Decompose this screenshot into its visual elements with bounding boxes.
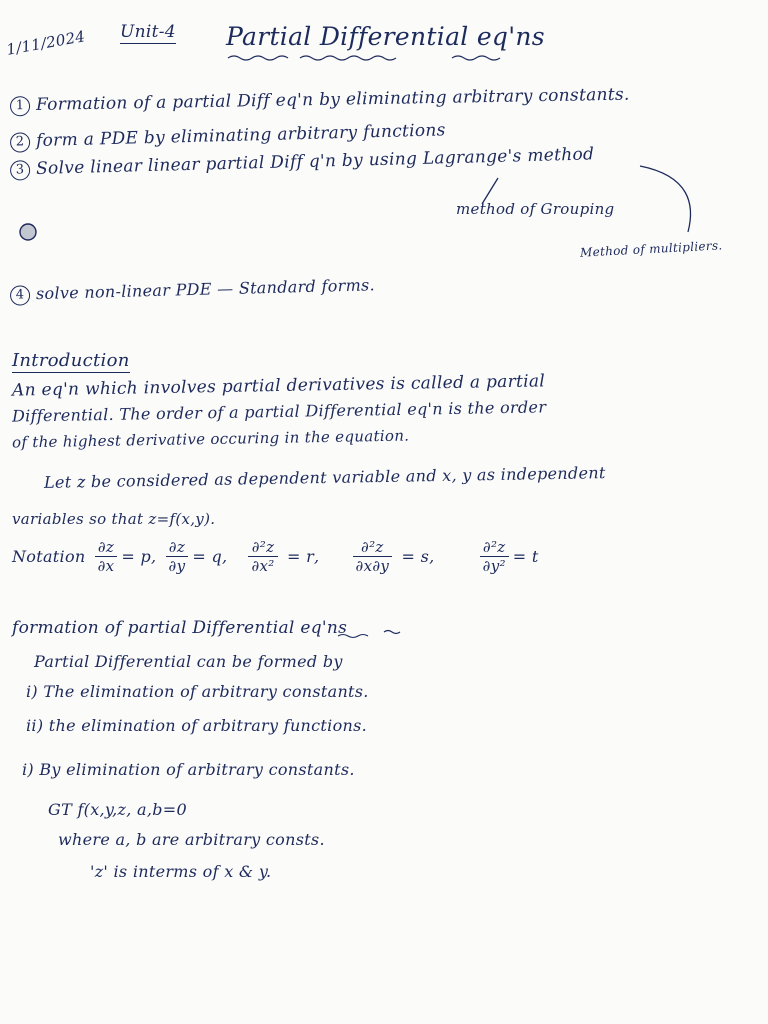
frac-s-num: ∂²z	[353, 538, 393, 557]
notation-frac-r	[248, 538, 277, 575]
notation-frac-p	[95, 538, 118, 575]
syllabus-item-1-text: Formation of a partial Diff eq'n by eliminating arbitrary constants.	[35, 84, 630, 115]
constants-line-3: 'z' is interms of x & y.	[90, 862, 272, 881]
notation-frac-t	[480, 538, 509, 575]
formation-line-2: i) The elimination of arbitrary constants.	[26, 682, 369, 701]
date: 1/11/2024	[5, 27, 87, 59]
scribbled-marker	[20, 224, 36, 240]
eq-sign-t: =	[512, 547, 532, 566]
item-number-2: 2	[10, 132, 31, 153]
constants-line-2: where a, b are arbitrary consts.	[58, 830, 325, 849]
notation-label: Notation	[12, 547, 86, 566]
notation-val-t: t	[531, 547, 539, 566]
intro-line-4: Let z be considered as dependent variable and x, y as independent	[43, 463, 606, 492]
notation-val-r: r	[306, 547, 315, 566]
unit-label: Unit-4	[120, 22, 176, 42]
item-number-3: 3	[10, 160, 31, 181]
constants-heading: i) By elimination of arbitrary constants.	[22, 760, 355, 779]
frac-t-num: ∂²z	[480, 538, 509, 557]
introduction-heading: Introduction	[12, 350, 130, 371]
eq-sign-p: =	[121, 547, 141, 566]
frac-t-den: ∂y²	[482, 557, 506, 575]
notation-frac-q	[166, 538, 189, 575]
frac-q-num: ∂z	[166, 538, 189, 557]
title-wave-underline-1	[228, 56, 288, 60]
notation-val-s: s	[420, 547, 430, 566]
branch-line-multipliers	[640, 166, 691, 232]
eq-sign-s: =	[396, 547, 421, 566]
title-wave-underline-2	[300, 56, 396, 60]
eq-sign-r: =	[281, 547, 307, 566]
formation-heading: formation of partial Differential eq'ns	[12, 618, 348, 638]
frac-q-den: ∂y	[168, 557, 186, 575]
constants-line-1: GT f(x,y,z, a,b=0	[48, 800, 187, 819]
item-number-4: 4	[10, 285, 31, 306]
syllabus-item-2-text: form a PDE by eliminating arbitrary functions	[35, 120, 446, 152]
intro-line-1: An eq'n which involves partial derivatives is called a partial	[11, 371, 546, 401]
syllabus-item-3-text: Solve linear linear partial Diff q'n by using Lagrange's method	[35, 144, 595, 179]
formation-line-3: ii) the elimination of arbitrary functions.	[26, 716, 368, 735]
item-number-1: 1	[10, 96, 30, 116]
frac-r-den: ∂x²	[251, 557, 275, 575]
frac-p-den: ∂x	[97, 557, 115, 575]
page-title: Partial Differential eq'ns	[226, 22, 545, 51]
notation-row: Notation $\frac{\partial z}{\partial x}$ = p, $\frac{\partial z}{\partial y}$ = q, $\frac{\text{∂²z}}{\text{∂x²}}$ = r, $\frac{\text{∂²z}}{\partial x\partial y}$ = s, $\frac{\text{∂²z}}{\text{∂y²}}$ = t	[12, 538, 539, 575]
branch-grouping: method of Grouping	[456, 200, 615, 218]
eqns-wave	[384, 631, 400, 634]
formation-line-1: Partial Differential can be formed by	[34, 652, 343, 671]
frac-s-den: ∂x∂y	[355, 557, 390, 575]
eq-sign-q: =	[192, 547, 212, 566]
syllabus-item-4-text: solve non-linear PDE — Standard forms.	[35, 275, 376, 304]
frac-p-num: ∂z	[95, 538, 118, 557]
intro-line-3: of the highest derivative occuring in the equation.	[11, 426, 410, 452]
notation-frac-s	[353, 538, 393, 575]
intro-line-5: variables so that z=f(x,y).	[12, 510, 216, 528]
frac-r-num: ∂²z	[248, 538, 277, 557]
branch-multipliers: Method of multipliers.	[579, 238, 723, 260]
intro-line-2: Differential. The order of a partial Differential eq'n is the order	[11, 397, 547, 426]
notation-val-p: p	[140, 547, 152, 566]
title-wave-underline-3	[452, 56, 500, 60]
notation-val-q: q	[211, 547, 222, 566]
